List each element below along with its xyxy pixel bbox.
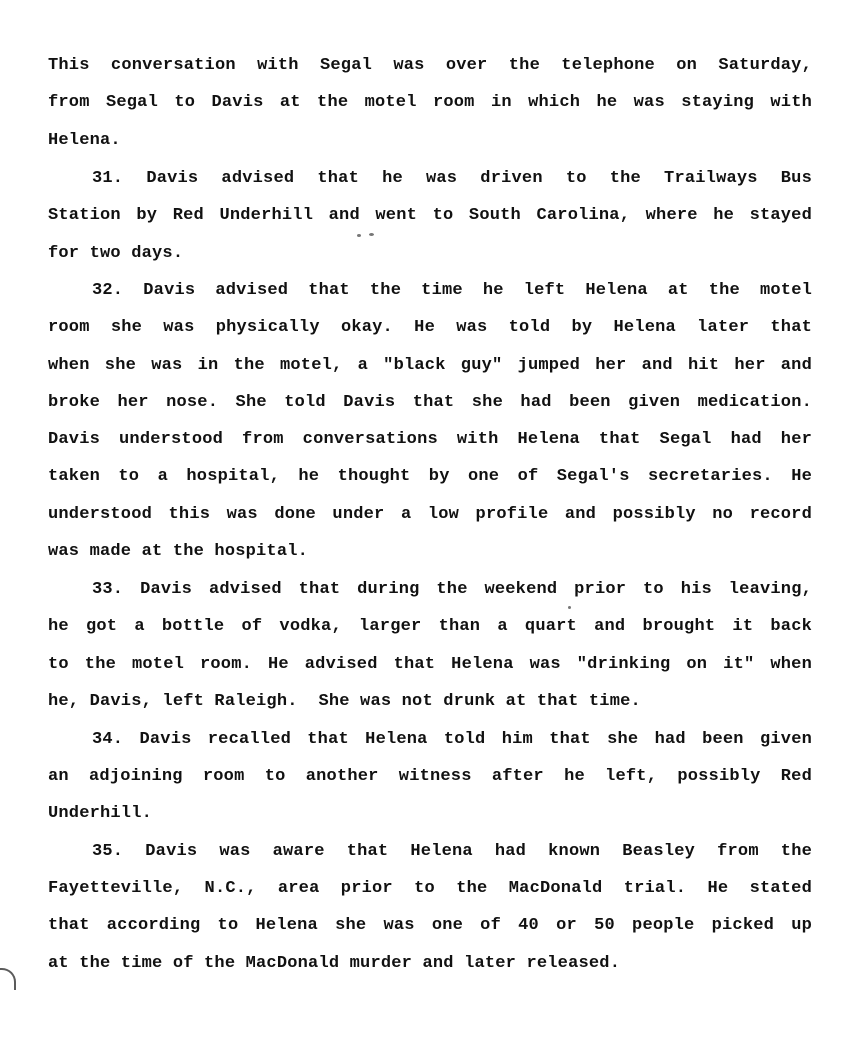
text-line: at the time of the MacDonald murder and later released.	[48, 954, 621, 973]
text-line: understood this was done under a low profile and possibly no record	[48, 505, 812, 524]
scan-speck	[357, 234, 361, 237]
text-line: Station by Red Underhill and went to South Carolina, where he stayed	[48, 206, 812, 225]
paragraph-32-start: 32. Davis advised that the time he left Helena at the motel	[92, 281, 812, 300]
paragraph-34-start: 34. Davis recalled that Helena told him that she had been given	[92, 730, 812, 749]
text-line: This conversation with Segal was over the telephone on Saturday,	[48, 56, 812, 75]
paragraph-35-start: 35. Davis was aware that Helena had known Beasley from the	[92, 842, 812, 861]
text-line: Underhill.	[48, 804, 153, 823]
paragraph-31-start: 31. Davis advised that he was driven to the Trailways Bus	[92, 169, 812, 188]
text-line: to the motel room. He advised that Helena was "drinking on it" when	[48, 655, 812, 674]
text-line: he got a bottle of vodka, larger than a quart and brought it back	[48, 617, 812, 636]
text-line: he, Davis, left Raleigh. She was not drunk at that time.	[48, 692, 641, 711]
text-line: broke her nose. She told Davis that she had been given medication.	[48, 393, 812, 412]
text-line: room she was physically okay. He was told by Helena later that	[48, 318, 812, 337]
text-line: that according to Helena she was one of 40 or 50 people picked up	[48, 916, 812, 935]
text-line: when she was in the motel, a "black guy" jumped her and hit her and	[48, 356, 812, 375]
scan-speck	[568, 606, 571, 609]
text-line: from Segal to Davis at the motel room in which he was staying with	[48, 93, 812, 112]
text-line: Fayetteville, N.C., area prior to the MacDonald trial. He stated	[48, 879, 812, 898]
text-line: Davis understood from conversations with Helena that Segal had her	[48, 430, 812, 449]
scan-edge-mark	[0, 968, 16, 990]
text-line: Helena.	[48, 131, 121, 150]
text-line: an adjoining room to another witness after he left, possibly Red	[48, 767, 812, 786]
scan-speck	[369, 233, 374, 236]
text-line: for two days.	[48, 244, 184, 263]
text-line: was made at the hospital.	[48, 542, 309, 561]
paragraph-33-start: 33. Davis advised that during the weekend prior to his leaving,	[92, 580, 812, 599]
text-line: taken to a hospital, he thought by one of Segal's secretaries. He	[48, 467, 812, 486]
